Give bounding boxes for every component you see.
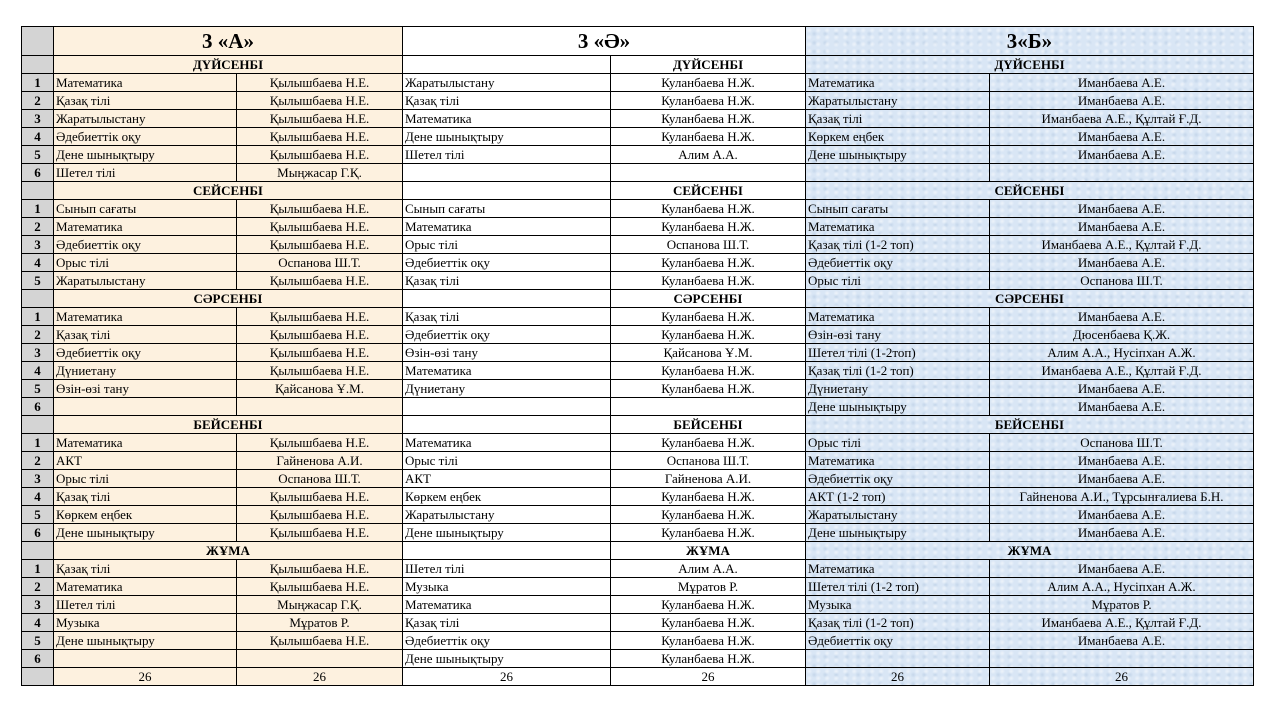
lesson-row [22,632,1254,650]
teacher-cell[interactable]: Оспанова Ш.Т. [237,254,403,272]
lesson-row [22,452,1254,470]
subject-cell[interactable]: Музыка [806,596,990,614]
day-3-header-row [22,290,1254,308]
lesson-row [22,578,1254,596]
teacher-cell[interactable]: Алим А.А. [611,146,806,164]
teacher-cell[interactable]: Мыңжасар Г.Қ. [237,596,403,614]
teacher-cell[interactable]: Иманбаева А.Е. [990,218,1254,236]
timetable-body [22,27,1254,686]
row-number-cell[interactable] [22,56,54,74]
lesson-number[interactable]: 3 [22,344,54,362]
lesson-number[interactable]: 6 [22,650,54,668]
day-name[interactable]: ЖҰМА [54,542,403,560]
lesson-row [22,128,1254,146]
subject-cell[interactable]: Көркем еңбек [54,506,237,524]
class-header-row [22,27,1254,56]
teacher-cell[interactable]: Қылышбаева Н.Е. [237,560,403,578]
teacher-cell[interactable] [611,398,806,416]
subject-cell[interactable]: Өзін-өзі тану [403,344,611,362]
teacher-cell[interactable]: Қылышбаева Н.Е. [237,308,403,326]
subject-cell[interactable]: Дүниетану [806,380,990,398]
teacher-cell[interactable]: Мыңжасар Г.Қ. [237,164,403,182]
teacher-cell[interactable]: Қылышбаева Н.Е. [237,236,403,254]
teacher-cell[interactable]: Иманбаева А.Е. [990,308,1254,326]
subject-cell[interactable]: Математика [806,74,990,92]
subject-cell[interactable]: Жаратылыстану [403,506,611,524]
day-5-header-row [22,542,1254,560]
teacher-cell[interactable]: Куланбаева Н.Ж. [611,308,806,326]
teacher-cell[interactable]: Куланбаева Н.Ж. [611,488,806,506]
lesson-number[interactable]: 2 [22,92,54,110]
lesson-row [22,254,1254,272]
day-name[interactable]: БЕЙСЕНБІ [611,416,806,434]
subject-cell[interactable]: Дүниетану [54,362,237,380]
lesson-number[interactable]: 3 [22,110,54,128]
teacher-cell[interactable]: Гайненова А.И. [611,470,806,488]
subject-cell[interactable]: Қазақ тілі [403,308,611,326]
day-name[interactable]: СЕЙСЕНБІ [54,182,403,200]
day-name[interactable]: СЕЙСЕНБІ [611,182,806,200]
day-1-header-row [22,56,1254,74]
teacher-cell[interactable]: Қайсанова Ұ.М. [611,344,806,362]
teacher-cell[interactable] [611,164,806,182]
day-name[interactable]: ДҮЙСЕНБІ [611,56,806,74]
teacher-cell[interactable]: Гайненова А.И. [237,452,403,470]
teacher-cell[interactable]: Иманбаева А.Е. [990,560,1254,578]
teacher-cell[interactable]: Қылышбаева Н.Е. [237,272,403,290]
lesson-row [22,380,1254,398]
subject-cell[interactable]: Әдебиеттік оқу [54,128,237,146]
teacher-cell[interactable] [237,398,403,416]
teacher-cell[interactable]: Куланбаева Н.Ж. [611,380,806,398]
lesson-number[interactable]: 2 [22,452,54,470]
lesson-row [22,308,1254,326]
subject-cell[interactable] [806,650,990,668]
subject-cell[interactable]: Орыс тілі [54,254,237,272]
subject-cell[interactable]: Қазақ тілі [403,614,611,632]
lesson-row [22,146,1254,164]
subject-cell[interactable]: Қазақ тілі [54,488,237,506]
lesson-number[interactable]: 5 [22,146,54,164]
subject-cell[interactable]: Шетел тілі [54,596,237,614]
total-hours-cell[interactable]: 26 [611,668,806,686]
teacher-cell[interactable]: Иманбаева А.Е. [990,200,1254,218]
subject-cell[interactable]: Дене шынықтыру [403,650,611,668]
subject-cell[interactable]: Қазақ тілі (1-2 топ) [806,236,990,254]
teacher-cell[interactable]: Оспанова Ш.Т. [611,452,806,470]
teacher-cell[interactable]: Иманбаева А.Е. [990,398,1254,416]
subject-cell[interactable]: Әдебиеттік оқу [403,632,611,650]
teacher-cell[interactable]: Оспанова Ш.Т. [611,236,806,254]
subject-cell[interactable] [54,398,237,416]
teacher-cell[interactable]: Куланбаева Н.Ж. [611,92,806,110]
lesson-row [22,110,1254,128]
lesson-row [22,524,1254,542]
teacher-cell[interactable]: Қылышбаева Н.Е. [237,524,403,542]
lesson-row [22,272,1254,290]
teacher-cell[interactable]: Иманбаева А.Е. [990,452,1254,470]
subject-cell[interactable]: Орыс тілі [403,236,611,254]
subject-cell[interactable]: Әдебиеттік оқу [806,632,990,650]
teacher-cell[interactable]: Қылышбаева Н.Е. [237,506,403,524]
day-name[interactable]: БЕЙСЕНБІ [54,416,403,434]
subject-cell[interactable]: АКТ (1-2 топ) [806,488,990,506]
subject-cell[interactable]: Математика [403,218,611,236]
teacher-cell[interactable]: Иманбаева А.Е. [990,632,1254,650]
teacher-cell[interactable] [237,650,403,668]
lesson-number[interactable]: 2 [22,218,54,236]
total-hours-cell[interactable]: 26 [990,668,1254,686]
lesson-row [22,650,1254,668]
subject-cell[interactable]: Математика [403,434,611,452]
lesson-number[interactable]: 4 [22,488,54,506]
subject-cell[interactable]: Жаратылыстану [806,92,990,110]
lesson-number[interactable]: 6 [22,164,54,182]
total-hours-cell[interactable]: 26 [237,668,403,686]
teacher-cell[interactable]: Иманбаева А.Е. [990,470,1254,488]
lesson-row [22,470,1254,488]
subject-cell[interactable]: Орыс тілі [806,434,990,452]
subject-cell[interactable] [403,164,611,182]
teacher-cell[interactable]: Куланбаева Н.Ж. [611,524,806,542]
subject-cell[interactable]: Өзін-өзі тану [806,326,990,344]
teacher-cell[interactable]: Қайсанова Ұ.М. [237,380,403,398]
teacher-cell[interactable]: Куланбаева Н.Ж. [611,74,806,92]
teacher-cell[interactable]: Алим А.А., Нусіпхан А.Ж. [990,344,1254,362]
subject-cell[interactable]: Қазақ тілі [403,92,611,110]
teacher-cell[interactable]: Гайненова А.И., Тұрсынғалиева Б.Н. [990,488,1254,506]
teacher-cell[interactable]: Иманбаева А.Е., Құлтай Ғ.Д. [990,362,1254,380]
subject-cell[interactable]: Өзін-өзі тану [54,380,237,398]
teacher-cell[interactable]: Алим А.А., Нусіпхан А.Ж. [990,578,1254,596]
row-number-cell[interactable] [22,290,54,308]
subject-cell[interactable]: Әдебиеттік оқу [54,236,237,254]
teacher-cell[interactable] [990,164,1254,182]
subject-cell[interactable]: Әдебиеттік оқу [403,326,611,344]
subject-cell[interactable]: Математика [806,308,990,326]
subject-cell[interactable]: Дене шынықтыру [54,524,237,542]
teacher-cell[interactable]: Куланбаева Н.Ж. [611,614,806,632]
teacher-cell[interactable]: Иманбаева А.Е., Құлтай Ғ.Д. [990,110,1254,128]
teacher-cell[interactable]: Қылышбаева Н.Е. [237,578,403,596]
lesson-row [22,344,1254,362]
subject-cell[interactable]: Қазақ тілі (1-2 топ) [806,362,990,380]
teacher-cell[interactable]: Оспанова Ш.Т. [237,470,403,488]
subject-cell[interactable]: Математика [54,218,237,236]
subject-cell[interactable]: Дене шынықтыру [54,632,237,650]
teacher-cell[interactable]: Қылышбаева Н.Е. [237,128,403,146]
subject-cell[interactable]: Әдебиеттік оқу [54,344,237,362]
teacher-cell[interactable]: Мұратов Р. [990,596,1254,614]
subject-cell[interactable]: Дене шынықтыру [806,398,990,416]
subject-cell[interactable]: Орыс тілі [54,470,237,488]
subject-cell[interactable]: Жаратылыстану [806,506,990,524]
lesson-number[interactable]: 4 [22,128,54,146]
row-number-cell[interactable] [22,182,54,200]
day-name[interactable]: ЖҰМА [611,542,806,560]
lesson-number[interactable]: 2 [22,326,54,344]
teacher-cell[interactable]: Куланбаева Н.Ж. [611,596,806,614]
subject-cell[interactable] [403,398,611,416]
teacher-cell[interactable]: Алим А.А. [611,560,806,578]
subject-cell[interactable] [54,650,237,668]
teacher-cell[interactable]: Куланбаева Н.Ж. [611,362,806,380]
lesson-row [22,74,1254,92]
subject-cell[interactable]: Шетел тілі [403,146,611,164]
subject-cell[interactable]: Қазақ тілі [403,272,611,290]
class-title-3ae[interactable]: 3 «Ә» [403,27,806,56]
day-4-header-row [22,416,1254,434]
lesson-number[interactable]: 1 [22,560,54,578]
subject-cell[interactable]: Әдебиеттік оқу [403,254,611,272]
subject-cell[interactable] [403,56,611,74]
day-name[interactable]: ДҮЙСЕНБІ [806,56,1254,74]
subject-cell[interactable]: Математика [54,434,237,452]
teacher-cell[interactable]: Оспанова Ш.Т. [990,272,1254,290]
subject-cell[interactable]: Математика [806,560,990,578]
subject-cell[interactable]: Дене шынықтыру [806,524,990,542]
teacher-cell[interactable]: Қылышбаева Н.Е. [237,632,403,650]
totals-row [22,668,1254,686]
teacher-cell[interactable]: Қылышбаева Н.Е. [237,434,403,452]
subject-cell[interactable]: Сынып сағаты [54,200,237,218]
subject-cell[interactable]: Шетел тілі [54,164,237,182]
lesson-number[interactable]: 3 [22,236,54,254]
subject-cell[interactable]: Математика [403,110,611,128]
subject-cell[interactable]: Шетел тілі (1-2топ) [806,344,990,362]
subject-cell[interactable]: АКТ [403,470,611,488]
teacher-cell[interactable] [990,650,1254,668]
subject-cell[interactable]: Жаратылыстану [54,110,237,128]
subject-cell[interactable]: АКТ [54,452,237,470]
lesson-row [22,506,1254,524]
lesson-row [22,200,1254,218]
teacher-cell[interactable]: Куланбаева Н.Ж. [611,632,806,650]
day-name[interactable]: ЖҰМА [806,542,1254,560]
teacher-cell[interactable]: Куланбаева Н.Ж. [611,650,806,668]
subject-cell[interactable]: Жаратылыстану [403,74,611,92]
teacher-cell[interactable]: Куланбаева Н.Ж. [611,128,806,146]
subject-cell[interactable]: Математика [806,218,990,236]
subject-cell[interactable]: Көркем еңбек [403,488,611,506]
subject-cell[interactable]: Математика [403,596,611,614]
lesson-number[interactable]: 5 [22,380,54,398]
total-hours-cell[interactable]: 26 [806,668,990,686]
teacher-cell[interactable]: Иманбаева А.Е. [990,506,1254,524]
class-title-3a[interactable]: 3 «А» [54,27,403,56]
total-hours-cell[interactable]: 26 [403,668,611,686]
subject-cell[interactable]: Дүниетану [403,380,611,398]
lesson-number[interactable]: 3 [22,470,54,488]
subject-cell[interactable] [403,182,611,200]
subject-cell[interactable]: Қазақ тілі [54,326,237,344]
lesson-number[interactable]: 6 [22,524,54,542]
totals-label-cell[interactable] [22,668,54,686]
teacher-cell[interactable]: Куланбаева Н.Ж. [611,254,806,272]
teacher-cell[interactable]: Куланбаева Н.Ж. [611,200,806,218]
teacher-cell[interactable]: Иманбаева А.Е. [990,254,1254,272]
teacher-cell[interactable]: Иманбаева А.Е. [990,74,1254,92]
lesson-number[interactable]: 1 [22,434,54,452]
subject-cell[interactable]: Шетел тілі [403,560,611,578]
subject-cell[interactable]: Әдебиеттік оқу [806,254,990,272]
lesson-row [22,218,1254,236]
teacher-cell[interactable]: Иманбаева А.Е., Құлтай Ғ.Д. [990,236,1254,254]
teacher-cell[interactable]: Дюсенбаева Қ.Ж. [990,326,1254,344]
lesson-row [22,164,1254,182]
subject-cell[interactable]: Математика [806,452,990,470]
teacher-cell[interactable]: Қылышбаева Н.Е. [237,200,403,218]
subject-cell[interactable]: Шетел тілі (1-2 топ) [806,578,990,596]
subject-cell[interactable]: Қазақ тілі [54,92,237,110]
subject-cell[interactable] [806,164,990,182]
lesson-number[interactable]: 1 [22,308,54,326]
lesson-row [22,92,1254,110]
subject-cell[interactable]: Музыка [403,578,611,596]
row-number-cell[interactable] [22,416,54,434]
subject-cell[interactable]: Көркем еңбек [806,128,990,146]
teacher-cell[interactable]: Қылышбаева Н.Е. [237,146,403,164]
teacher-cell[interactable]: Мұратов Р. [237,614,403,632]
lesson-number[interactable]: 5 [22,632,54,650]
teacher-cell[interactable]: Оспанова Ш.Т. [990,434,1254,452]
day-name[interactable]: СЕЙСЕНБІ [806,182,1254,200]
subject-cell[interactable] [403,542,611,560]
teacher-cell[interactable]: Куланбаева Н.Ж. [611,272,806,290]
teacher-cell[interactable]: Қылышбаева Н.Е. [237,92,403,110]
day-name[interactable]: СӘРСЕНБІ [806,290,1254,308]
timetable [21,26,1254,686]
subject-cell[interactable]: Сынып сағаты [403,200,611,218]
subject-cell[interactable]: Музыка [54,614,237,632]
subject-cell[interactable]: Математика [54,74,237,92]
lesson-number[interactable]: 2 [22,578,54,596]
subject-cell[interactable]: Математика [54,308,237,326]
lesson-row [22,596,1254,614]
teacher-cell[interactable]: Қылышбаева Н.Е. [237,488,403,506]
subject-cell[interactable]: Орыс тілі [403,452,611,470]
subject-cell[interactable]: Дене шынықтыру [806,146,990,164]
teacher-cell[interactable]: Қылышбаева Н.Е. [237,110,403,128]
teacher-cell[interactable]: Куланбаева Н.Ж. [611,326,806,344]
teacher-cell[interactable]: Иманбаева А.Е. [990,128,1254,146]
teacher-cell[interactable]: Иманбаева А.Е., Құлтай Ғ.Д. [990,614,1254,632]
lesson-row [22,236,1254,254]
day-2-header-row [22,182,1254,200]
total-hours-cell[interactable]: 26 [54,668,237,686]
subject-cell[interactable]: Математика [403,362,611,380]
subject-cell[interactable]: Дене шынықтыру [403,128,611,146]
lesson-row [22,326,1254,344]
lesson-row [22,560,1254,578]
lesson-row [22,614,1254,632]
lesson-number[interactable]: 6 [22,398,54,416]
teacher-cell[interactable]: Иманбаева А.Е. [990,146,1254,164]
lesson-number[interactable]: 1 [22,74,54,92]
teacher-cell[interactable]: Куланбаева Н.Ж. [611,506,806,524]
teacher-cell[interactable]: Куланбаева Н.Ж. [611,434,806,452]
lesson-number[interactable]: 5 [22,272,54,290]
teacher-cell[interactable]: Иманбаева А.Е. [990,92,1254,110]
day-name[interactable]: СӘРСЕНБІ [54,290,403,308]
subject-cell[interactable] [403,290,611,308]
teacher-cell[interactable]: Қылышбаева Н.Е. [237,362,403,380]
lesson-number[interactable]: 1 [22,200,54,218]
subject-cell[interactable]: Орыс тілі [806,272,990,290]
subject-cell[interactable]: Әдебиеттік оқу [806,470,990,488]
subject-cell[interactable]: Жаратылыстану [54,272,237,290]
teacher-cell[interactable]: Иманбаева А.Е. [990,524,1254,542]
subject-cell[interactable]: Қазақ тілі [806,110,990,128]
teacher-cell[interactable]: Қылышбаева Н.Е. [237,344,403,362]
subject-cell[interactable]: Қазақ тілі (1-2 топ) [806,614,990,632]
subject-cell[interactable]: Математика [54,578,237,596]
subject-cell[interactable]: Дене шынықтыру [403,524,611,542]
day-name[interactable]: БЕЙСЕНБІ [806,416,1254,434]
teacher-cell[interactable]: Қылышбаева Н.Е. [237,74,403,92]
lesson-row [22,362,1254,380]
corner-cell[interactable] [22,27,54,56]
teacher-cell[interactable]: Мұратов Р. [611,578,806,596]
teacher-cell[interactable]: Қылышбаева Н.Е. [237,326,403,344]
lesson-row [22,434,1254,452]
lesson-number[interactable]: 4 [22,362,54,380]
lesson-number[interactable]: 4 [22,614,54,632]
lesson-row [22,488,1254,506]
subject-cell[interactable]: Дене шынықтыру [54,146,237,164]
teacher-cell[interactable]: Иманбаева А.Е. [990,380,1254,398]
teacher-cell[interactable]: Қылышбаева Н.Е. [237,218,403,236]
subject-cell[interactable] [403,416,611,434]
day-name[interactable]: СӘРСЕНБІ [611,290,806,308]
subject-cell[interactable]: Қазақ тілі [54,560,237,578]
lesson-number[interactable]: 3 [22,596,54,614]
subject-cell[interactable]: Сынып сағаты [806,200,990,218]
class-title-3b[interactable]: 3«Б» [806,27,1254,56]
lesson-row [22,398,1254,416]
lesson-number[interactable]: 5 [22,506,54,524]
day-name[interactable]: ДҮЙСЕНБІ [54,56,403,74]
row-number-cell[interactable] [22,542,54,560]
teacher-cell[interactable]: Куланбаева Н.Ж. [611,218,806,236]
lesson-number[interactable]: 4 [22,254,54,272]
teacher-cell[interactable]: Куланбаева Н.Ж. [611,110,806,128]
